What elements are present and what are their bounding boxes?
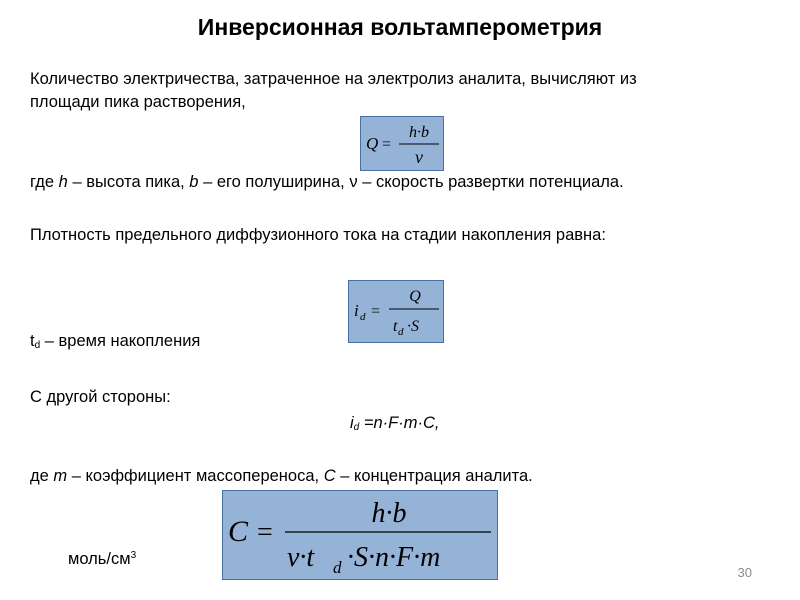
p7-mid: – коэффициент массопереноса, — [67, 467, 324, 485]
formula-current-density-den-sub: d — [398, 326, 404, 338]
p2-mid2: – его полуширина, — [198, 173, 350, 191]
formula-current-density-eq: = — [371, 303, 381, 320]
page-number: 30 — [737, 565, 752, 580]
formula-concentration-den-b: ·S·n·F·m — [347, 542, 441, 573]
formula-inline-current — [350, 412, 439, 439]
p6-rest: =n·F·m·C, — [359, 414, 440, 432]
formula-charge-eq: = — [382, 136, 392, 153]
formula-current-density-lhs: i — [354, 301, 359, 320]
paragraph-charge-line2: площади пика растворения, — [30, 93, 246, 111]
p2-h: h — [58, 173, 68, 191]
formula-concentration-den-sub: d — [333, 558, 342, 577]
formula-concentration — [222, 490, 498, 580]
formula-current-density-lhs-sub: d — [360, 311, 366, 323]
p8-sup: 3 — [130, 550, 137, 561]
p7-prefix: де — [30, 467, 54, 485]
p7-m: m — [53, 467, 68, 485]
p6-sub: d — [353, 422, 360, 433]
formula-concentration-numerator: h·b — [371, 498, 407, 529]
formula-current-density-den-rest: ·S — [407, 318, 419, 335]
formula-concentration-den-a: ν·t — [287, 542, 315, 573]
p2-mid1: – высота пика, — [67, 173, 190, 191]
formula-current-density-den-t: t — [393, 318, 398, 335]
paragraph-current-density: Плотность предельного диффузионного тока на стадии накопления равна: — [30, 226, 606, 244]
slide-title: Инверсионная вольтамперометрия — [197, 14, 603, 40]
formula-concentration-lhs: C — [228, 515, 249, 548]
paragraph-accumulation-time — [30, 330, 200, 357]
p2-suffix: – скорость развертки потенциала. — [357, 173, 624, 191]
p2-nu: ν — [349, 173, 358, 191]
p2-prefix: где — [30, 173, 59, 191]
paragraph-mass-transfer — [30, 465, 533, 487]
formula-charge-numerator: h·b — [409, 124, 429, 141]
p7-suffix: – концентрация аналита. — [335, 467, 533, 485]
p4-t: t — [30, 332, 35, 350]
formula-current-density — [348, 280, 444, 343]
unit-label — [68, 545, 136, 570]
p4-rest: – время накопления — [40, 332, 201, 350]
p2-b: b — [189, 173, 199, 191]
p7-c: C — [323, 467, 336, 485]
p4-sub: d — [34, 340, 41, 351]
formula-current-density-numerator: Q — [409, 288, 421, 305]
p8-unit: моль/см — [68, 550, 131, 568]
formula-concentration-eq: = — [257, 517, 273, 548]
formula-charge-lhs: Q — [366, 134, 379, 153]
p6-i: i — [350, 414, 354, 432]
formula-charge — [360, 116, 444, 171]
paragraph-other-side: С другой стороны: — [30, 388, 171, 406]
formula-charge-denominator: ν — [415, 147, 423, 167]
paragraph-variables — [30, 171, 624, 193]
paragraph-charge-line1: Количество электричества, затраченное на электролиз аналита, вычисляют из — [30, 70, 637, 88]
